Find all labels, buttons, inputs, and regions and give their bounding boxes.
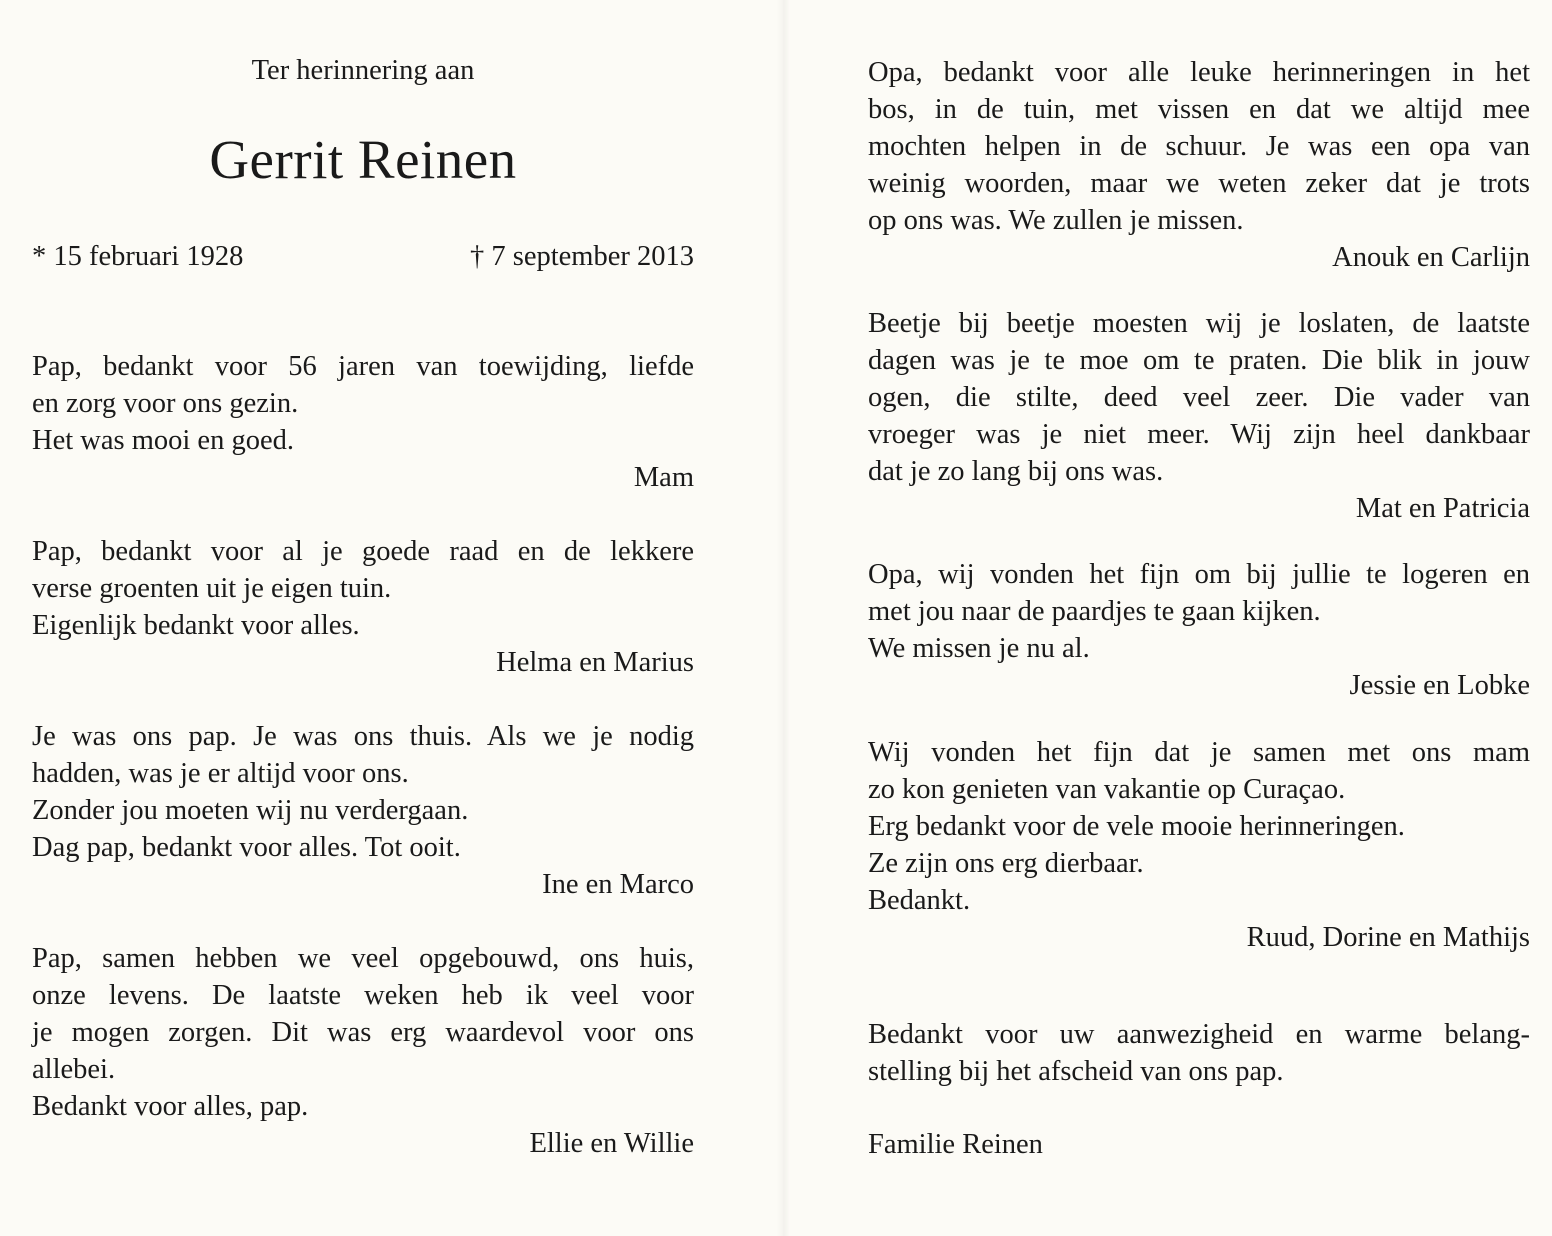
message-line: Dag pap, bedankt voor alles. Tot ooit. — [32, 832, 461, 863]
message-line: met jou naar de paardjes te gaan kijken. — [868, 596, 1321, 627]
message-line: Je was ons pap. Je was ons thuis. Als we je nodig — [32, 721, 694, 752]
message-line: Wij vonden het fijn dat je samen met ons mam — [868, 737, 1530, 768]
death-date: † 7 september 2013 — [470, 241, 694, 272]
message-line: We missen je nu al. — [868, 633, 1090, 664]
closing-line: stelling bij het afscheid van ons pap. — [868, 1056, 1284, 1087]
message-line: Ze zijn ons erg dierbaar. — [868, 848, 1144, 879]
deceased-name: Gerrit Reinen — [209, 129, 517, 190]
message-line: vroeger was je niet meer. Wij zijn heel dankbaar — [868, 419, 1530, 450]
closing-line: Bedankt voor uw aanwezigheid en warme belang- — [868, 1019, 1530, 1050]
intro-text: Ter herinnering aan — [251, 55, 475, 86]
life-dates — [32, 238, 694, 275]
message-line: Beetje bij beetje moesten wij je loslaten, de laatste — [868, 308, 1530, 339]
message-line: allebei. — [32, 1054, 116, 1085]
message-signature: Helma en Marius — [496, 647, 694, 678]
message-line: onze levens. De laatste weken heb ik veel voor — [32, 980, 694, 1011]
message-signature: Ellie en Willie — [529, 1128, 694, 1159]
message-anouk-carlijn — [868, 54, 1530, 276]
message-line: ogen, die stilte, deed veel zeer. Die vader van — [868, 382, 1530, 413]
message-helma-marius — [32, 533, 694, 681]
card-fold — [776, 0, 790, 1236]
message-line: Opa, wij vonden het fijn om bij jullie te logeren en — [868, 559, 1530, 590]
message-line: weinig woorden, maar we weten zeker dat je trots — [868, 168, 1530, 199]
message-line: mochten helpen in de schuur. Je was een opa van — [868, 131, 1530, 162]
message-ine-marco — [32, 718, 694, 903]
message-line: Zonder jou moeten wij nu verdergaan. — [32, 795, 469, 826]
message-line: bos, in de tuin, met vissen en dat we altijd mee — [868, 94, 1530, 125]
message-line: je mogen zorgen. Dit was erg waardevol voor ons — [32, 1017, 694, 1048]
message-line: dat je zo lang bij ons was. — [868, 456, 1164, 487]
message-line: Pap, bedankt voor 56 jaren van toewijding, liefde — [32, 351, 694, 382]
message-jessie-lobke — [868, 556, 1530, 704]
message-line: dagen was je te moe om te praten. Die blik in jouw — [868, 345, 1530, 376]
message-line: Eigenlijk bedankt voor alles. — [32, 610, 360, 641]
message-ellie-willie — [32, 940, 694, 1162]
message-signature: Jessie en Lobke — [1349, 670, 1530, 701]
message-line: Het was mooi en goed. — [32, 425, 294, 456]
message-line: Pap, bedankt voor al je goede raad en de lekkere — [32, 536, 694, 567]
message-line: Bedankt voor alles, pap. — [32, 1091, 309, 1122]
message-signature: Mam — [633, 462, 694, 493]
message-line: en zorg voor ons gezin. — [32, 388, 299, 419]
closing-message — [868, 1016, 1530, 1090]
message-ruud-dorine-mathijs — [868, 734, 1530, 956]
closing-signature: Familie Reinen — [868, 1129, 1043, 1160]
message-signature: Ruud, Dorine en Mathijs — [1246, 922, 1530, 953]
message-mam — [32, 348, 694, 496]
message-line: Pap, samen hebben we veel opgebouwd, ons huis, — [32, 943, 694, 974]
message-line: Erg bedankt voor de vele mooie herinneringen. — [868, 811, 1405, 842]
message-line: Bedankt. — [868, 885, 971, 916]
message-signature: Anouk en Carlijn — [1332, 242, 1530, 273]
message-line: op ons was. We zullen je missen. — [868, 205, 1244, 236]
message-signature: Mat en Patricia — [1355, 493, 1530, 524]
message-line: zo kon genieten van vakantie op Curaçao. — [868, 774, 1346, 805]
message-line: Opa, bedankt voor alle leuke herinneringen in het — [868, 57, 1530, 88]
message-line: verse groenten uit je eigen tuin. — [32, 573, 392, 604]
closing-signature-block — [868, 1126, 1530, 1163]
birth-date: * 15 februari 1928 — [32, 241, 244, 272]
message-mat-patricia — [868, 305, 1530, 527]
message-signature: Ine en Marco — [542, 869, 694, 900]
message-line: hadden, was je er altijd voor ons. — [32, 758, 409, 789]
